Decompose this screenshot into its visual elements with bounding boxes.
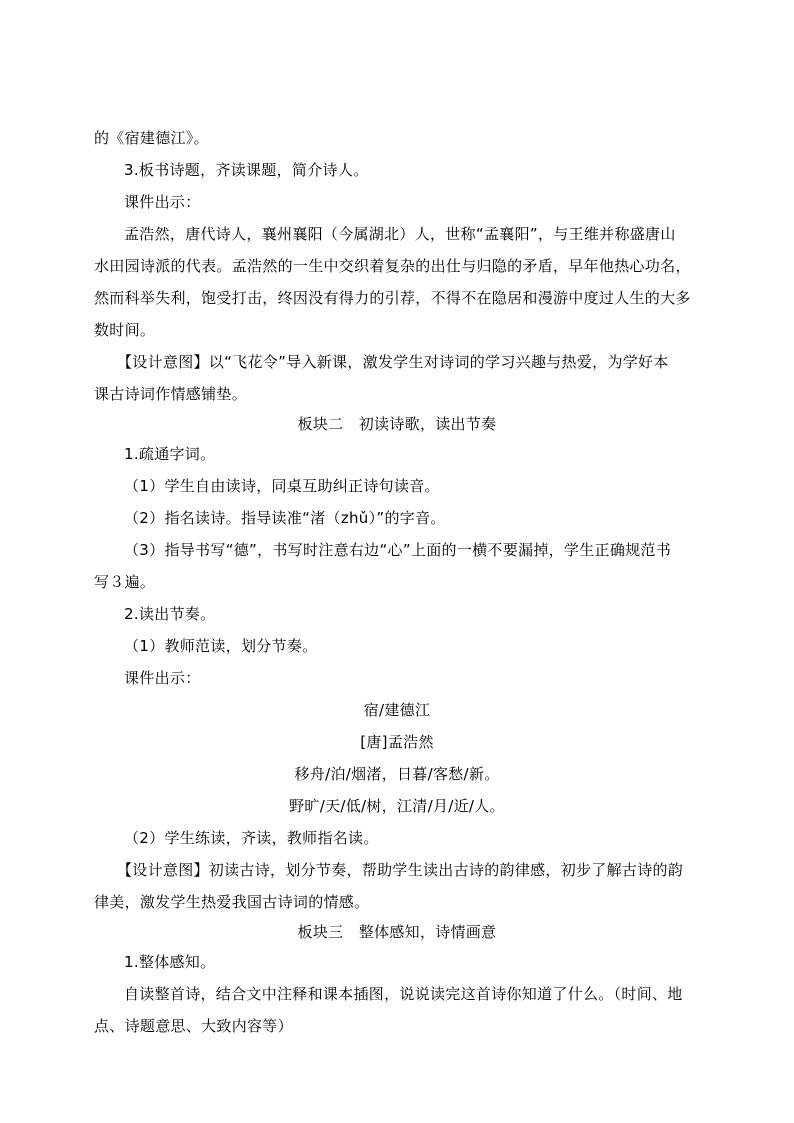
paragraph-line: 水田园诗派的代表。孟浩然的一生中交织着复杂的出仕与归隐的矛盾，早年他热心功名， (94, 257, 691, 275)
paragraph-line: 自读整首诗，结合文中注释和课本插图，说说读完这首诗你知道了什么。（时间、地 (124, 985, 683, 1003)
text-line: 课件出示： (124, 193, 201, 211)
text-line: 3.板书诗题，齐读课题，简介诗人。 (124, 161, 369, 179)
section-heading: 板块三 整体感知，诗情画意 (297, 923, 497, 941)
text-line: （1）学生自由读诗，同桌互助纠正诗句读音。 (124, 477, 440, 495)
text-line: （1）教师范读，划分节奏。 (124, 637, 318, 655)
poem-line: 野旷/天/低/树，江清/月/近/人。 (289, 797, 505, 815)
text-line: （2）学生练读，齐读，教师指名读。 (124, 829, 379, 847)
design-intent-line: 律美，激发学生热爱我国古诗词的情感。 (94, 893, 370, 911)
poem-author: [唐]孟浩然 (360, 733, 434, 751)
section-heading: 板块二 初读诗歌，读出节奏 (297, 415, 497, 433)
text-line: 1.整体感知。 (124, 953, 216, 971)
design-intent-line: 【设计意图】以“飞花令”导入新课，激发学生对诗词的学习兴趣与热爱，为学好本 (117, 353, 669, 371)
paragraph-line: 然而科举失利，饱受打击，终因没有得力的引荐，不得不在隐居和漫游中度过人生的大多 (94, 289, 691, 307)
text-line: 的《宿建德江》。 (94, 129, 209, 147)
paragraph-line: 点、诗题意思、大致内容等） (94, 1017, 293, 1035)
text-line: （3）指导书写“德”，书写时注意右边“心”上面的一横不要漏掉，学生正确规范书 (124, 541, 672, 559)
paragraph-line: 数时间。 (94, 321, 156, 339)
poem-title: 宿/建德江 (363, 701, 431, 719)
text-line: 2.读出节奏。 (124, 605, 216, 623)
paragraph-line: 孟浩然，唐代诗人，襄州襄阳（今属湖北）人，世称“孟襄阳”，与王维并称盛唐山 (124, 225, 676, 243)
text-line: 1.疏通字词。 (124, 445, 216, 463)
poem-line: 移舟/泊/烟渚，日暮/客愁/新。 (294, 765, 500, 783)
text-line: （2）指名读诗。指导读准“渚（zhǔ）”的字音。 (124, 509, 446, 527)
text-line: 写３遍。 (94, 573, 156, 591)
design-intent-line: 【设计意图】初读古诗，划分节奏，帮助学生读出古诗的韵律感，初步了解古诗的韵 (117, 861, 684, 879)
design-intent-line: 课古诗词作情感铺垫。 (94, 385, 248, 403)
text-line: 课件出示： (124, 669, 201, 687)
